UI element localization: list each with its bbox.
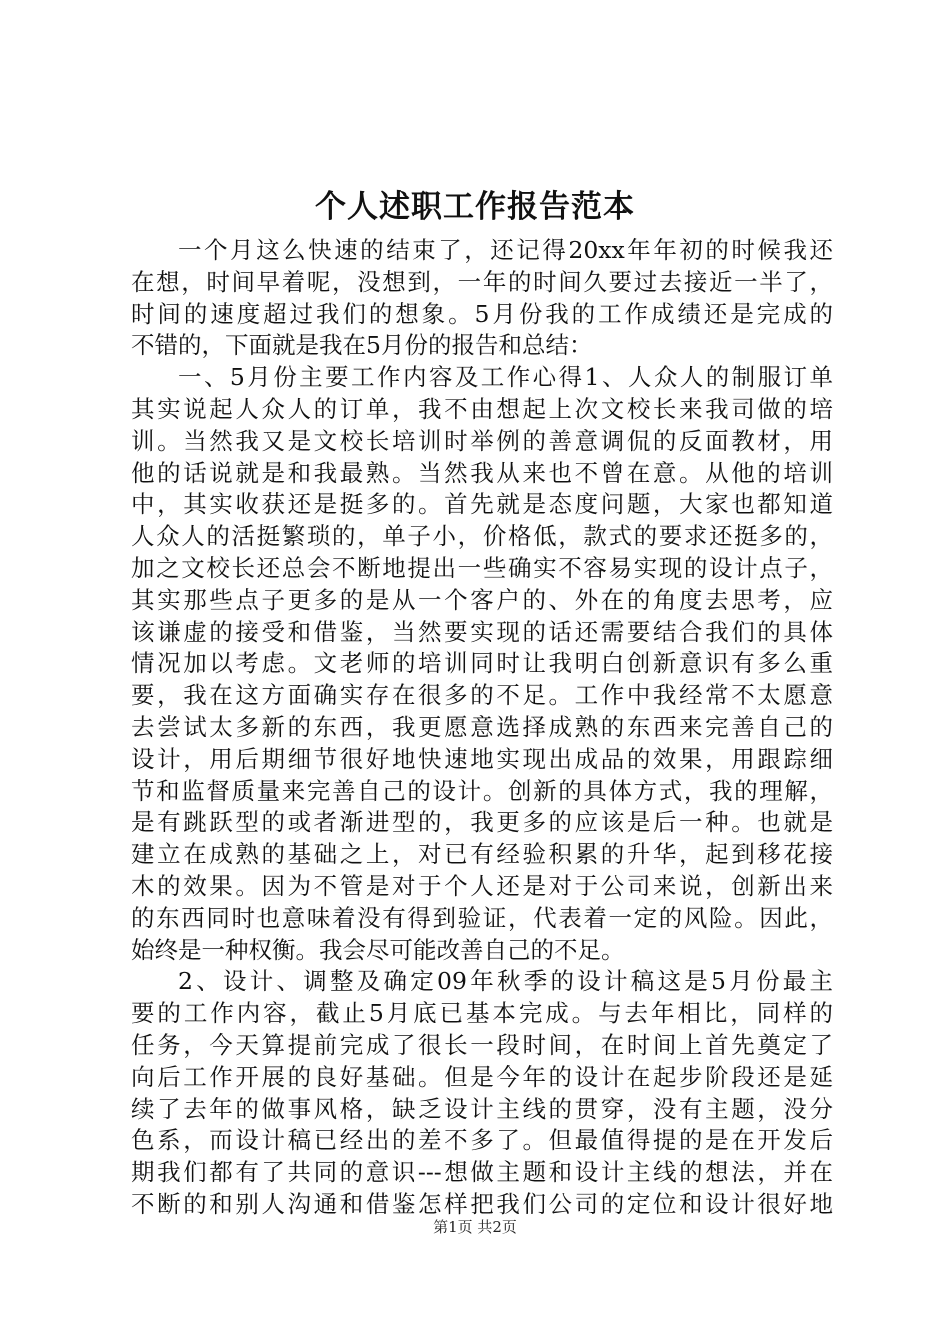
body-line: 的东西同时也意味着没有得到验证，代表着一定的风险。因此， [131, 903, 833, 932]
body-line: 节和监督质量来完善自己的设计。创新的具体方式，我的理解， [131, 776, 833, 805]
body-line: 该谦虚的接受和借鉴，当然要实现的话还需要结合我们的具体 [131, 617, 833, 646]
body-line: 其实说起人众人的订单，我不由想起上次文校长来我司做的培 [131, 394, 833, 423]
body-line: 不断的和别人沟通和借鉴怎样把我们公司的定位和设计很好地 [131, 1189, 833, 1218]
body-line: 在想，时间早着呢，没想到，一年的时间久要过去接近一半了， [131, 267, 833, 296]
body-line: 木的效果。因为不管是对于个人还是对于公司来说，创新出来 [131, 871, 833, 900]
body-line: 去尝试太多新的东西，我更愿意选择成熟的东西来完善自己的 [131, 712, 833, 741]
body-line: 不错的，下面就是我在5月份的报告和总结： [131, 331, 593, 360]
document-body [131, 235, 833, 1221]
body-line: 色系，而设计稿已经出的差不多了。但最值得提的是在开发后 [131, 1126, 833, 1155]
document-title: 个人述职工作报告范本 [315, 189, 635, 225]
body-line: 其实那些点子更多的是从一个客户的、外在的角度去思考，应 [131, 585, 833, 614]
body-line: 时间的速度超过我们的想象。5月份我的工作成绩还是完成的 [131, 299, 833, 328]
body-line: 加之文校长还总会不断地提出一些确实不容易实现的设计点子， [131, 553, 833, 582]
body-line: 建立在成熟的基础之上，对已有经验积累的升华，起到移花接 [131, 840, 833, 869]
body-line: 他的话说就是和我最熟。当然我从来也不曾在意。从他的培训 [131, 458, 833, 487]
body-line: 始终是一种权衡。我会尽可能改善自己的不足。 [131, 935, 625, 964]
body-line: 情况加以考虑。文老师的培训同时让我明白创新意识有多么重 [131, 649, 833, 678]
body-line: 训。当然我又是文校长培训时举例的善意调侃的反面教材，用 [131, 426, 833, 455]
page-number-footer: 第1页 共2页 [433, 1218, 517, 1236]
body-line: 一、5月份主要工作内容及工作心得1、人众人的制服订单 [178, 363, 833, 392]
body-line: 要，我在这方面确实存在很多的不足。工作中我经常不太愿意 [131, 681, 833, 710]
body-line: 是有跳跃型的或者渐进型的，我更多的应该是后一种。也就是 [131, 808, 833, 837]
body-line: 设计，用后期细节很好地快速地实现出成品的效果，用跟踪细 [131, 744, 833, 773]
body-line: 任务，今天算提前完成了很长一段时间，在时间上首先奠定了 [131, 1030, 833, 1059]
body-line: 2、设计、调整及确定09年秋季的设计稿这是5月份最主 [178, 967, 833, 996]
body-line: 人众人的活挺繁琐的，单子小，价格低，款式的要求还挺多的， [131, 522, 833, 551]
body-line: 向后工作开展的良好基础。但是今年的设计在起步阶段还是延 [131, 1062, 833, 1091]
body-line: 中，其实收获还是挺多的。首先就是态度问题，大家也都知道 [131, 490, 833, 519]
body-line: 续了去年的做事风格，缺乏设计主线的贯穿，没有主题，没分 [131, 1094, 833, 1123]
body-line: 要的工作内容，截止5月底已基本完成。与去年相比，同样的 [131, 999, 833, 1028]
body-line: 期我们都有了共同的意识---想做主题和设计主线的想法，并在 [131, 1158, 833, 1187]
body-line: 一个月这么快速的结束了，还记得20xx年年初的时候我还 [178, 236, 833, 264]
